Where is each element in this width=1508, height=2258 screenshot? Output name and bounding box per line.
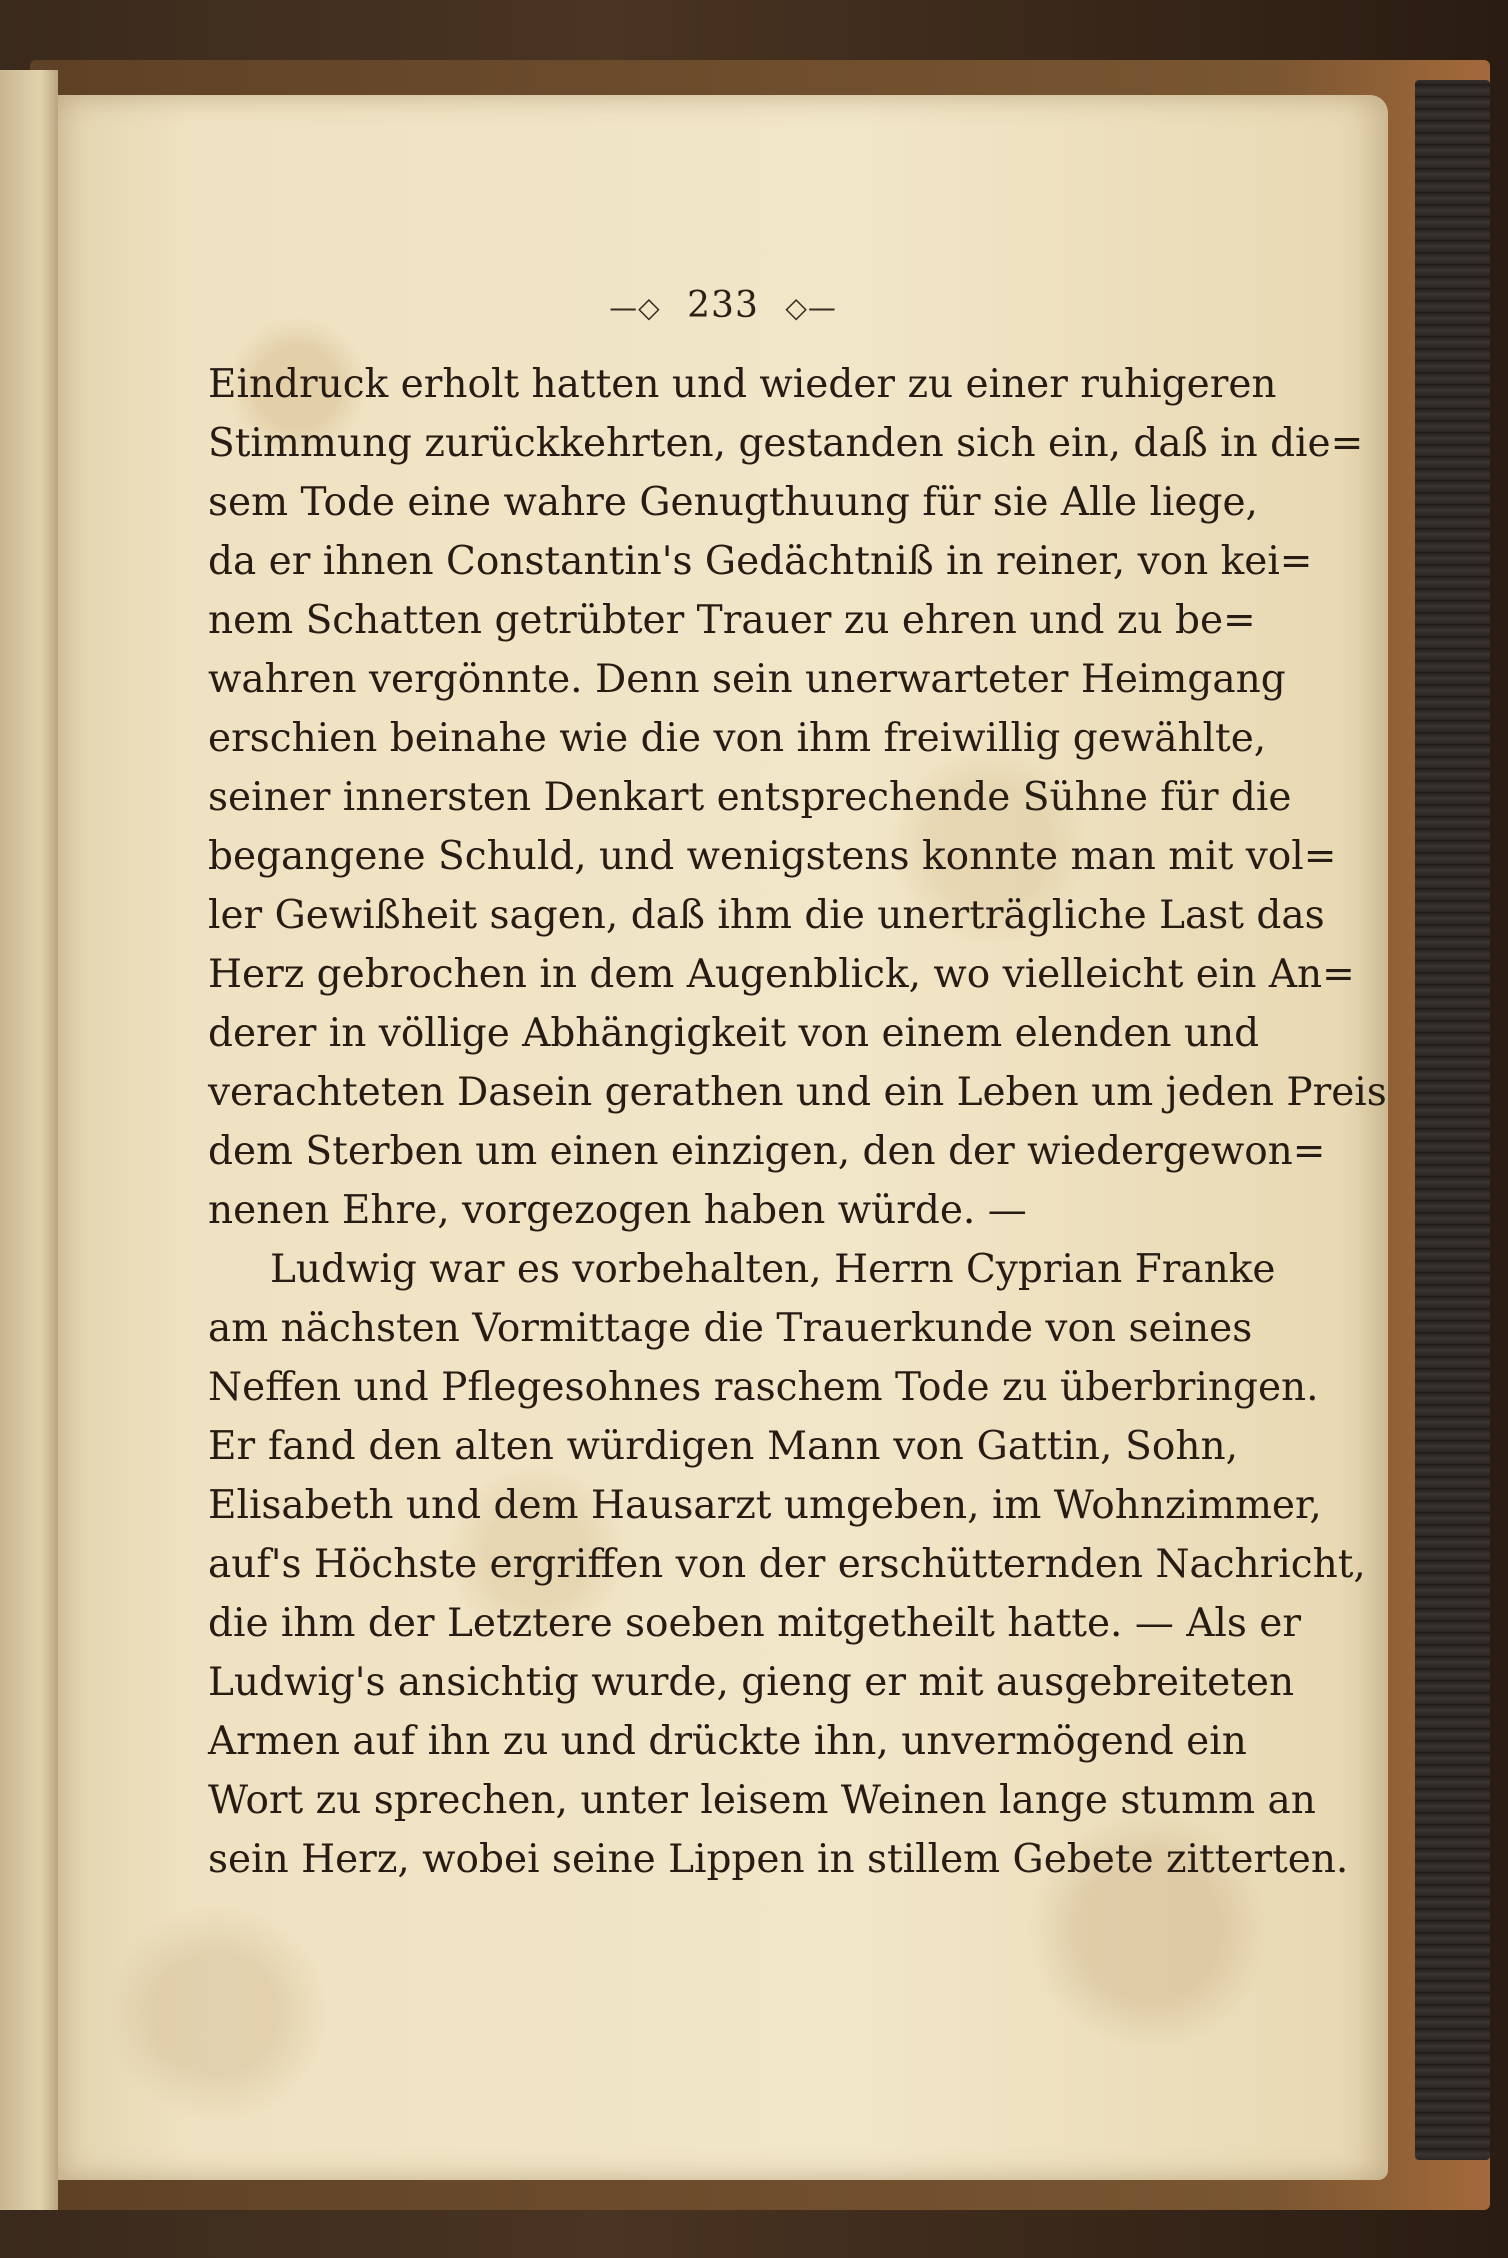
text-line: sem Tode eine wahre Genugthuung für sie Alle liege, (208, 480, 1258, 525)
text-line: Eindruck erholt hatten und wieder zu einer ruhigeren (208, 362, 1277, 407)
text-line: verachteten Dasein gerathen und ein Leben um jeden Preis (208, 1070, 1387, 1115)
text-line: seiner innersten Denkart entsprechende Sühne für die (208, 775, 1292, 820)
text-line: Herz gebrochen in dem Augenblick, wo vielleicht ein An= (208, 952, 1355, 997)
text-line: am nächsten Vormittage die Trauerkunde von seines (208, 1306, 1253, 1351)
text-line: nem Schatten getrübter Trauer zu ehren und zu be= (208, 598, 1256, 643)
text-line: da er ihnen Constantin's Gedächtniß in reiner, von kei= (208, 539, 1313, 584)
text-line: derer in völlige Abhängigkeit von einem elenden und (208, 1011, 1260, 1056)
text-line: ler Gewißheit sagen, daß ihm die unerträgliche Last das (208, 893, 1325, 938)
text-line: Wort zu sprechen, unter leisem Weinen lange stumm an (208, 1778, 1316, 1823)
paragraph-1 (208, 355, 1387, 1240)
right-ornament: ◇— (785, 291, 837, 324)
left-ornament: —◇ (609, 291, 661, 324)
text-line: begangene Schuld, und wenigstens konnte man mit vol= (208, 834, 1337, 879)
text-line: dem Sterben um einen einzigen, den der wiedergewon= (208, 1129, 1326, 1174)
text-line: wahren vergönnte. Denn sein unerwarteter Heimgang (208, 657, 1286, 702)
text-line: Armen auf ihn zu und drückte ihn, unvermögend ein (208, 1719, 1247, 1764)
text-line: Ludwig's ansichtig wurde, gieng er mit ausgebreiteten (208, 1660, 1295, 1705)
book-edge (1415, 80, 1490, 2160)
facing-page-edge (0, 70, 58, 2210)
text-line: Stimmung zurückkehrten, gestanden sich ein, daß in die= (208, 421, 1364, 466)
text-line: sein Herz, wobei seine Lippen in stillem Gebete zitterten. (208, 1837, 1349, 1882)
text-line: Ludwig war es vorbehalten, Herrn Cyprian Franke (270, 1247, 1276, 1292)
page-header (58, 285, 1388, 326)
text-line: Elisabeth und dem Hausarzt umgeben, im Wohnzimmer, (208, 1483, 1322, 1528)
text-line: die ihm der Letztere soeben mitgetheilt hatte. — Als er (208, 1601, 1301, 1646)
text-line: nenen Ehre, vorgezogen haben würde. — (208, 1188, 1027, 1233)
page-number: 233 (687, 285, 759, 326)
text-line: erschien beinahe wie die von ihm freiwillig gewählte, (208, 716, 1267, 761)
body-text (208, 355, 1387, 1889)
text-line: Neffen und Pflegesohnes raschem Tode zu überbringen. (208, 1365, 1319, 1410)
text-line: Er fand den alten würdigen Mann von Gattin, Sohn, (208, 1424, 1238, 1469)
book-page (58, 95, 1388, 2180)
paragraph-2 (208, 1240, 1366, 1889)
text-line: auf's Höchste ergriffen von der erschütternden Nachricht, (208, 1542, 1366, 1587)
